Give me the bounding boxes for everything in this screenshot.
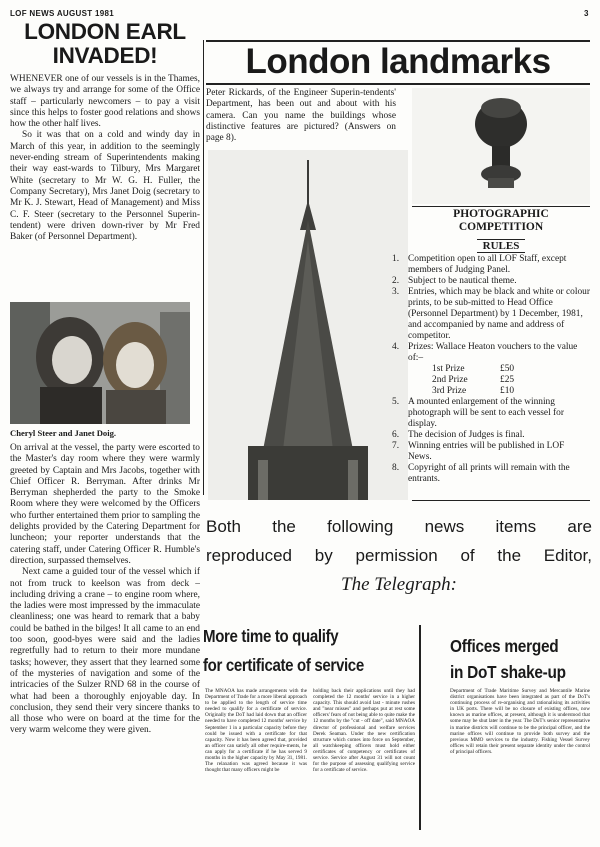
spire-image (208, 150, 408, 500)
staff-photo (10, 302, 190, 424)
prize-row: 1st Prize £50 (432, 364, 515, 374)
qualify-col1: The MNAOA has made arrangements with the Department of Trade for a more liberal approach to be applied to the length of service time needed to qualify for a certificate of service. Originally the DoT had laid down that an officer needed to have completed 12 months' service by September 1 in a particular capacity before they could be issued with a certificate for that capacity. Now it has been agreed that, provided an officer can satisfy all other require-ments, he can apply for a certificate if he has served 9 months in the higher capacity by May 31, 1981. The relaxation was agreed because it was thought that many officers might be (205, 688, 307, 774)
reprint-line1: Both the following news items are (206, 517, 592, 536)
reprint-line3: The Telegraph: (341, 574, 457, 595)
qualify-col2: holding back their applications until they had completed the 12 months' service in a higher capacity. This should avoid last - minute rushes and "near misses" and perhaps put at rest some officers' fears of not being able to quite make the 12 months by the "cut - off date", said MNAOA director of professional and welfare services Derek Seaman. Under the new certification structure which comes into force on September, all watchkeeping officers must hold either certificates of competency or certificates of service. Service after August 31 will not count for the purpose of assessing qualifying service for a certificate of service. (313, 688, 415, 774)
earl-para-3: On arrival at the vessel, the party were escorted to the Master's day room where they were warmly greeted by Captain and Mrs Jacobs, together with Chief Officer R. Berryman. After drinks Mr Berryman shepherded the party to the Smoke Room where they were welcomed by the Officers who further entertained them prior to sampling the delights provided by the Catering Department for luncheon; your reporter understands that the catering staff, under Catering Officer R. Humble's direction, surpassed themselves. (10, 443, 200, 566)
landmarks-title: London landmarks (245, 42, 551, 81)
offices-title-line2: in DoT shake-up (450, 662, 566, 682)
landmark-photo-spire (208, 150, 408, 500)
competition-bottom-rule (412, 500, 590, 501)
landmarks-intro: Peter Rickards, of the Engineer Superin-tendents' Department, has been out and about with his camera. Can you name the buildings whose distinctive features are pictured? (Answers on page 8). (206, 88, 396, 144)
landmarks-bottom-rule (206, 83, 590, 85)
rule-item: 2. Subject to be nautical theme. (392, 276, 517, 286)
rule-item: 3. Entries, which may be black and white or colour prints, to be sub-mitted to Head Office (Personnel Department) by 1 December, 1981, and accompanied by name and address of competitor. (392, 287, 590, 341)
earl-article-body-top (10, 74, 200, 243)
earl-article-body-bottom (10, 443, 200, 737)
rule-item: 1. Competition open to all LOF Staff, except members of Judging Panel. (392, 254, 567, 275)
prize-table (408, 364, 590, 397)
offices-text: Department of Trade Maritime Survey and Mercantile Marine district organisations have been integrated as part of the DoT's continuing process of re-organising and rationalising its activities in UK ports. There will be no closure of existing offices, now known as marine offices, at present, although it is understood that some may be shut later in the year. The DoT's senior representative in marine districts will continue to be the principal officer, and the marine offices will continue to provide both survey and the previous MMO services to the industry. Fishing Vessel Survey offices will retain their present separate identity under the control of principal officers. (450, 688, 590, 755)
offices-title (450, 633, 582, 685)
offices-title-line1: Offices merged (450, 636, 559, 656)
qualify-title-line1: More time to qualify (203, 626, 339, 646)
earl-para-4: Next came a guided tour of the vessel which if not from truck to keelson was from deck – including driving a crane – to engine room where, the ladies were most impressed by the immaculate cleanliness; one was heard to remark that a baby could be bathed in the bilges! It all came to an end too soon, good-byes were said and the ladies regretfully had to return to their more mundane tasks; however, they assert that they learned some of the mysteries of navigation and some of the intricacies of the Sulzer RND 68 in the course of what had been a thoroughly enjoyable day. In conclusion, they send their very sincere thanks to all those who were on board at the time for the very warm welcome they were given. (10, 567, 200, 736)
rules-list (392, 254, 590, 485)
qualify-title-line2: for certificate of service (203, 655, 364, 675)
competition-title-line1: PHOTOGRAPHIC (453, 208, 549, 220)
rule-item: 8. Copyright of all prints will remain with the entrants. (392, 463, 570, 484)
rule-item: 6. The decision of Judges is final. (392, 430, 525, 440)
rule-item: 7. Winning entries will be published in LOF News. (392, 441, 565, 462)
rule-item: 4. Prizes: Wallace Heaton vouchers to the value of:– 1st Prize £50 2nd Prize £25 3rd Prize £10 (392, 342, 590, 397)
news-divider (419, 625, 421, 830)
photo-caption: Cheryl Steer and Janet Doig. (10, 428, 117, 438)
prize-row: 2nd Prize £25 (432, 375, 515, 385)
qualify-title (203, 622, 418, 680)
staff-photo-image (10, 302, 190, 424)
ornament-image (412, 88, 590, 204)
reprint-note (206, 512, 592, 599)
earl-para-1: WHENEVER one of our vessels is in the Thames, we always try and arrange for some of the Office staff – particularly newcomers – to pay a visit since this helps to foster good relations and shows how the other half lives. (10, 74, 200, 130)
prize-row: 3rd Prize £10 (432, 386, 515, 396)
rules-heading: RULES (477, 239, 526, 253)
earl-title-line1: LONDON EARL (24, 19, 186, 44)
page-number: 3 (584, 9, 589, 18)
earl-title-line2: INVADED! (52, 43, 158, 68)
competition-top-rule (412, 206, 590, 207)
rule-item: 5. A mounted enlargement of the winning photograph will be sent to each vessel for display. (392, 397, 564, 429)
competition-title-line2: COMPETITION (458, 221, 544, 233)
running-header: LOF NEWS AUGUST 1981 (10, 9, 114, 18)
earl-para-2: So it was that on a cold and windy day in March of this year, in addition to the seemingly never-ending stream of Superintendents making their way east-wards to Tilbury, Mrs Margaret White (secretary to Mr W. G. H. Fuller, the Company Secretary), Mrs Janet Doig (secretary to Mr K. J. Stewart, Head of Management) and Miss C. F. Steer (secretary to the Personnel Superin-tendent) were driven down-river by Mr Fred Baker (of Personnel Department). (10, 130, 200, 243)
landmark-photo-ornament (412, 88, 590, 204)
column-divider (203, 40, 204, 495)
rules-heading-wrap (412, 236, 590, 254)
reprint-line2: reproduced by permission of the Editor, (206, 546, 592, 565)
competition-title (412, 208, 590, 234)
earl-article-title (10, 20, 200, 68)
